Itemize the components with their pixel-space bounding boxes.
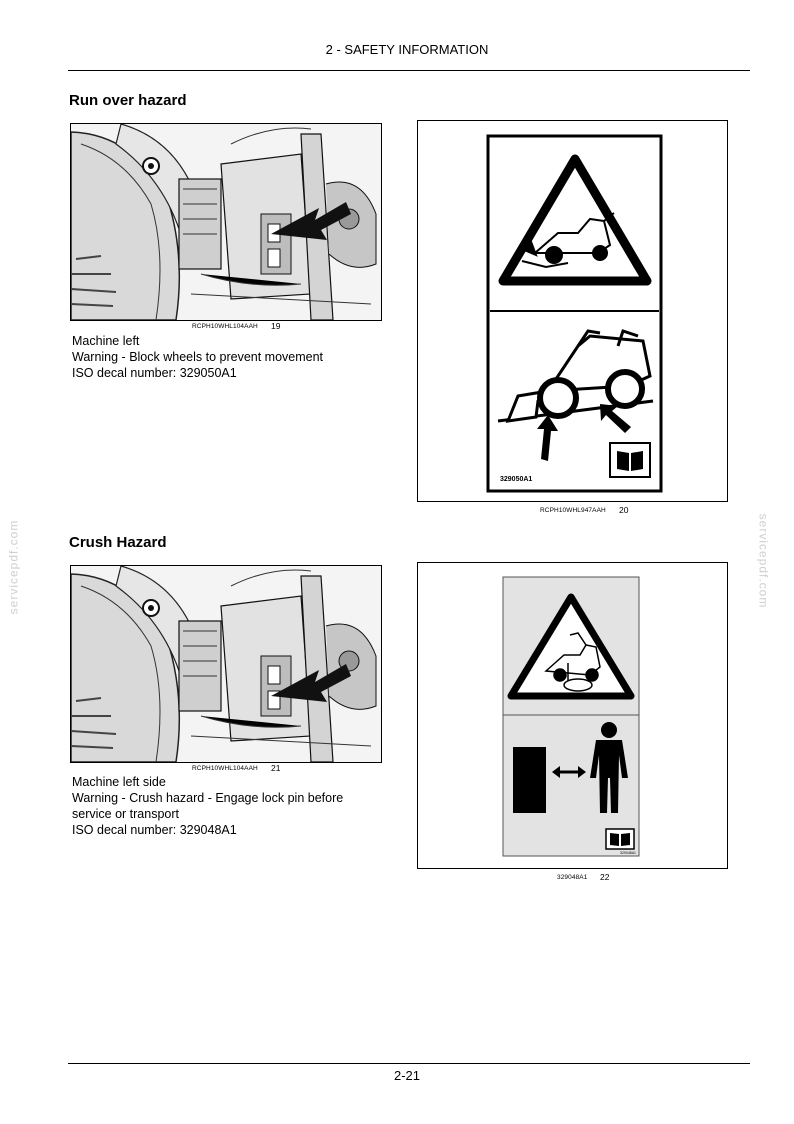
- decal-label: 329048A1: [620, 851, 636, 855]
- figure-number-21: 21: [271, 763, 281, 773]
- decal-figure-crush: [417, 562, 728, 869]
- machine-photo-run-over: [70, 123, 382, 321]
- page-header-title: 2 - SAFETY INFORMATION: [325, 42, 489, 57]
- figure-number-19: 19: [271, 321, 281, 331]
- decal-figure-run-over: [417, 120, 728, 502]
- section-text-run-over: [72, 333, 323, 381]
- text-line: Machine left side: [72, 775, 166, 789]
- header-rule: [68, 70, 750, 71]
- watermark-left: servicepdf.com: [6, 519, 21, 615]
- watermark-right: servicepdf.com: [756, 513, 771, 609]
- figure-number-20: 20: [619, 505, 629, 515]
- photo-caption-21: RCPH10WHL104AAH: [192, 765, 258, 772]
- decal-caption-20: RCPH10WHL947AAH: [540, 507, 606, 514]
- decal-label: 329050A1: [500, 476, 533, 483]
- section-title-crush: Crush Hazard: [69, 534, 167, 551]
- section-title-run-over: Run over hazard: [69, 92, 187, 109]
- text-line: Warning - Block wheels to prevent movement: [72, 350, 324, 364]
- page-number: 2-21: [393, 1068, 421, 1083]
- section-text-crush: [72, 774, 343, 838]
- text-line: ISO decal number: 329048A1: [72, 823, 237, 837]
- photo-caption-19: RCPH10WHL104AAH: [192, 323, 258, 330]
- text-line: ISO decal number: 329050A1: [72, 366, 237, 380]
- machine-photo-crush: [70, 565, 382, 763]
- text-line: Machine left: [72, 334, 140, 348]
- footer-rule: [68, 1063, 750, 1064]
- figure-number-22: 22: [600, 872, 610, 882]
- decal-caption-22: 329048A1: [557, 874, 588, 881]
- text-line: service or transport: [72, 807, 179, 821]
- text-line: Warning - Crush hazard - Engage lock pin before: [72, 791, 344, 805]
